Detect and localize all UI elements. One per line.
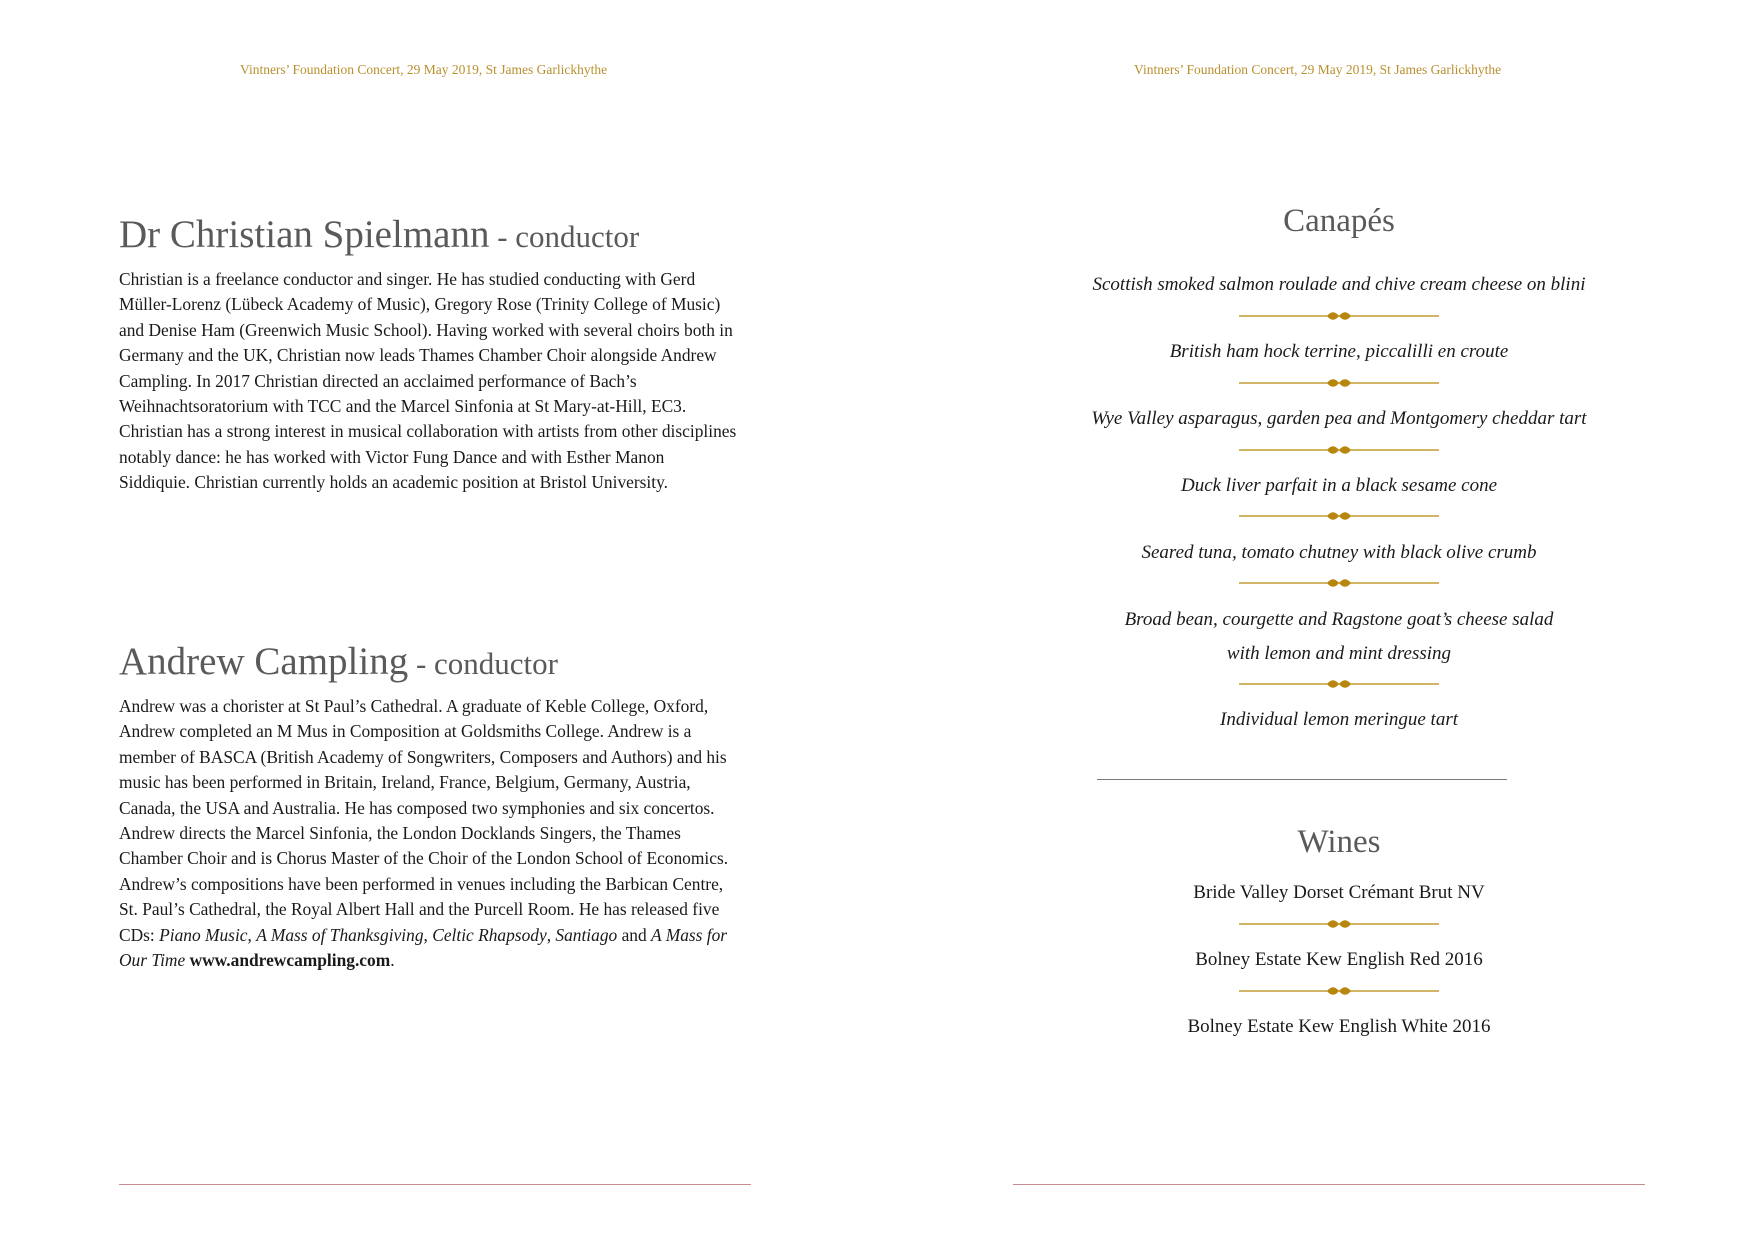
wine-item: Bride Valley Dorset Crémant Brut NV [1193,882,1485,903]
ornament-divider-icon [1239,986,1439,996]
separator: . [390,949,395,970]
ornament-divider-icon [1239,378,1439,388]
ornament-divider-icon [1239,511,1439,521]
canapes-title: Canapés [1283,203,1395,239]
separator: , [423,924,433,945]
bio-text: Christian is a freelance conductor and singer. He has studied conducting with Gerd Müller-Lorenz (Lübeck Academy of Music), Gregory Rose (Trinity College of Music) and Denise Ham (Greenwich Music School). Having worked with several choirs both in Germany and the UK, Christian now leads Thames Chamber Choir alongside Andrew Campling. In 2017 Christian directed an acclaimed performance of Bach’s Weihnachtsoratorium with TCC and the Marcel Sinfonia at St Mary-at-Hill, EC3. Christian has a strong interest in musical collaboration with artists from other disciplines notably dance: he has worked with Victor Fung Dance and with Esther Manon Siddiquie. Christian currently holds an academic position at Bristol University. [119,268,737,493]
canape-item: Wye Valley asparagus, garden pea and Montgomery cheddar tart [1091,408,1587,429]
bio-name: Dr Christian Spielmann [119,213,490,256]
wine-item: Bolney Estate Kew English Red 2016 [1195,949,1483,970]
canape-item: Broad bean, courgette and Ragstone goat’s cheese salad [1124,609,1554,630]
bio-andrew-campling [119,641,739,973]
cd-title: Piano Music [159,924,248,945]
website-link[interactable]: www.andrewcampling.com [189,949,391,970]
separator: , [546,924,556,945]
bio-heading [119,214,739,257]
footer-rule [119,1184,751,1185]
ornament-divider-icon [1239,578,1439,588]
running-header: Vintners’ Foundation Concert, 29 May 2019, St James Garlickhythe [1134,62,1502,77]
section-divider [1097,779,1507,780]
bio-role: - conductor [489,219,640,254]
cd-title: Santiago [555,924,618,945]
cd-title: Celtic Rhapsody [432,924,547,945]
bio-christian-spielmann [119,214,739,496]
bio-name: Andrew Campling [119,640,409,683]
cd-title: A Mass of Thanksgiving [256,924,424,945]
running-header: Vintners’ Foundation Concert, 29 May 2019, St James Garlickhythe [240,62,608,77]
canape-item: Scottish smoked salmon roulade and chive cream cheese on blini [1092,274,1586,295]
ornament-divider-icon [1239,679,1439,689]
canape-item: Duck liver parfait in a black sesame cone [1180,475,1498,496]
canape-item: Seared tuna, tomato chutney with black olive crumb [1141,542,1537,563]
ornament-divider-icon [1239,919,1439,929]
bio-text [119,694,739,973]
right-page [874,0,1748,1240]
cd-title: A Mass for Our Time [119,924,728,970]
canape-item: Individual lemon meringue tart [1220,709,1458,730]
footer-rule [1013,1184,1645,1185]
ornament-divider-icon [1239,445,1439,455]
bio-text-main: Andrew was a chorister at St Paul’s Cathedral. A graduate of Keble College, Oxford, Andrew completed an M Mus in Composition at Goldsmiths College. Andrew is a member of BASCA (British Academy of Songwriters, Composers and Authors) and his music has been performed in Britain, Ireland, France, Belgium, Germany, Austria, Canada, the USA and Australia. He has composed two symphonies and six concertos. Andrew directs the Marcel Sinfonia, the London Docklands Singers, the Thames Chamber Choir and is Chorus Master of the Choir of the London School of Economics. Andrew’s compositions have been performed in venues including the Barbican Centre, St. Paul’s Cathedral, the Royal Albert Hall and the Purcell Room. He has released five CDs: [119,695,729,945]
canape-item: British ham hock terrine, piccalilli en croute [1169,341,1509,362]
wine-item: Bolney Estate Kew English White 2016 [1187,1016,1491,1037]
bio-role: - conductor [408,646,558,681]
canape-item-continued: with lemon and mint dressing [1226,643,1452,664]
separator: and [617,924,652,945]
bio-heading [119,641,739,684]
ornament-divider-icon [1239,311,1439,321]
wines-title: Wines [1297,824,1381,860]
separator: , [247,924,257,945]
